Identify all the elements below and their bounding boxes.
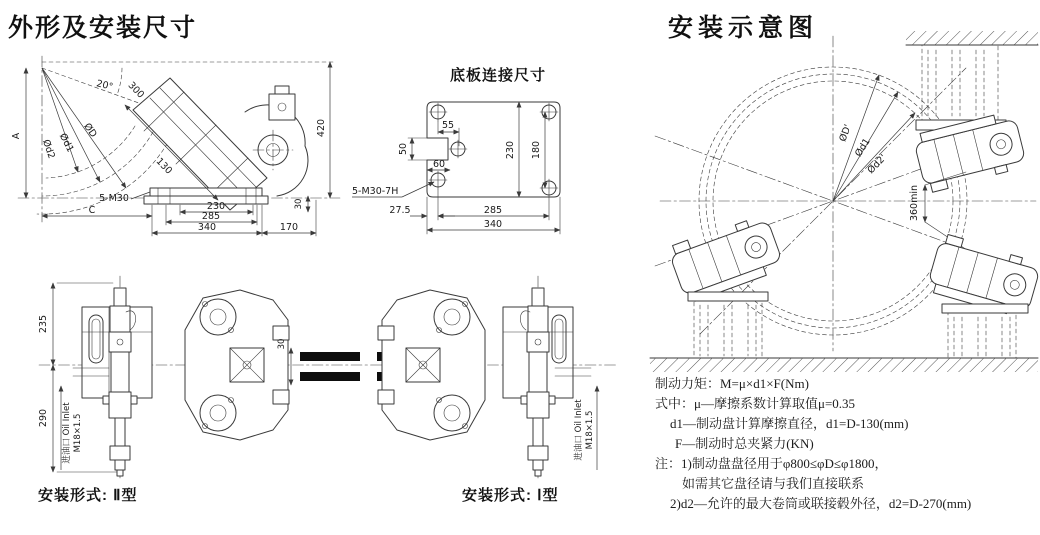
dim-285b-label: 285: [483, 205, 503, 216]
dim-300-label: 300: [125, 79, 147, 101]
ceiling-mount: [906, 31, 1038, 194]
dim-diaD-label: ØD: [81, 121, 99, 140]
dim-angle20-label: 20°: [95, 78, 115, 93]
dim-55-label: 55: [441, 120, 455, 131]
install-diagram: [648, 26, 1040, 378]
dim-170-label: 170: [279, 222, 299, 233]
note-line: 注：1)制动盘盘径用于φ800≤φD≤φ1800，: [655, 456, 888, 471]
type2-thread-label: M18×1.5: [73, 413, 83, 453]
dim-60-label: 60: [432, 159, 446, 170]
note-line: d1—制动盘计算摩擦直径，d1=D-130(mm): [670, 416, 909, 431]
note-line: 式中：μ—摩擦系数计算取值μ=0.35: [655, 396, 856, 411]
dim-230v-label: 230: [505, 140, 516, 160]
right-section-title: 安装示意图: [668, 14, 819, 42]
dim-pad30-label: 30: [277, 338, 287, 350]
type2-caption: 安装形式: Ⅱ型: [38, 487, 138, 504]
type1-caliper-front: [377, 290, 485, 440]
dim-bolt-label: 5-M30-7H: [352, 186, 399, 197]
dim-5M30-label: 5-M30: [99, 193, 129, 204]
dim-diad2-label: Ød2: [39, 138, 57, 161]
note-line: 制动力矩：M=μ×d1×F(Nm): [655, 376, 809, 391]
label-diad2: Ød2': [865, 152, 889, 177]
brake-body-side: [133, 78, 308, 210]
outline-drawing: [0, 50, 398, 262]
dim-420-label: 420: [316, 118, 327, 138]
label-diad1: Ød1: [853, 136, 873, 159]
type1-thread-label: M18×1.5: [585, 410, 595, 450]
note-line: F—制动时总夹紧力(KN): [675, 436, 814, 451]
floor-mount-left: [667, 212, 785, 358]
dim-235-label: 235: [38, 314, 49, 334]
type2-oil-label: 进油口 Oil Inlet: [62, 402, 72, 464]
dim-130-label: 130: [153, 155, 175, 177]
note-line: 2)d2—允许的最大卷筒或联接毂外径，d2=D-270(mm): [670, 496, 972, 511]
front-views-drawing: [25, 268, 625, 486]
baseplate-title: 底板连接尺寸: [450, 67, 547, 84]
note-line: 如需其它盘径请与我们直接联系: [682, 476, 865, 491]
notes-block: [655, 374, 1037, 514]
dim-30-label: 30: [294, 198, 304, 210]
dim-50-label: 50: [398, 142, 409, 156]
dim-290-label: 290: [38, 408, 49, 428]
label-diaD: ØD': [837, 123, 854, 144]
baseplate-drawing: [340, 58, 670, 243]
dim-C-label: C: [88, 205, 96, 216]
dim-diad1-label: Ød1: [56, 131, 76, 155]
dim-A-label: A: [11, 132, 22, 140]
type1-side-view: [503, 288, 597, 476]
dim-230-label: 230: [206, 201, 226, 212]
dim-340b-label: 340: [483, 219, 503, 230]
floor-mount-right: [926, 233, 1040, 358]
type1-oil-label: 进油口 Oil Inlet: [574, 399, 584, 461]
dim-340-label: 340: [197, 222, 217, 233]
left-section-title: 外形及安装尺寸: [8, 14, 198, 42]
dim-27_5-label: 27.5: [389, 205, 411, 216]
radius-labels: [833, 75, 915, 201]
type2-side-view: [73, 288, 152, 476]
label-360min: 360min: [909, 184, 920, 222]
dim-180-label: 180: [531, 140, 542, 160]
dim-285-label: 285: [201, 211, 221, 222]
floor: [650, 358, 1038, 372]
type1-caption: 安装形式: Ⅰ型: [462, 487, 559, 504]
brake-unit-lower-left: [667, 212, 785, 304]
